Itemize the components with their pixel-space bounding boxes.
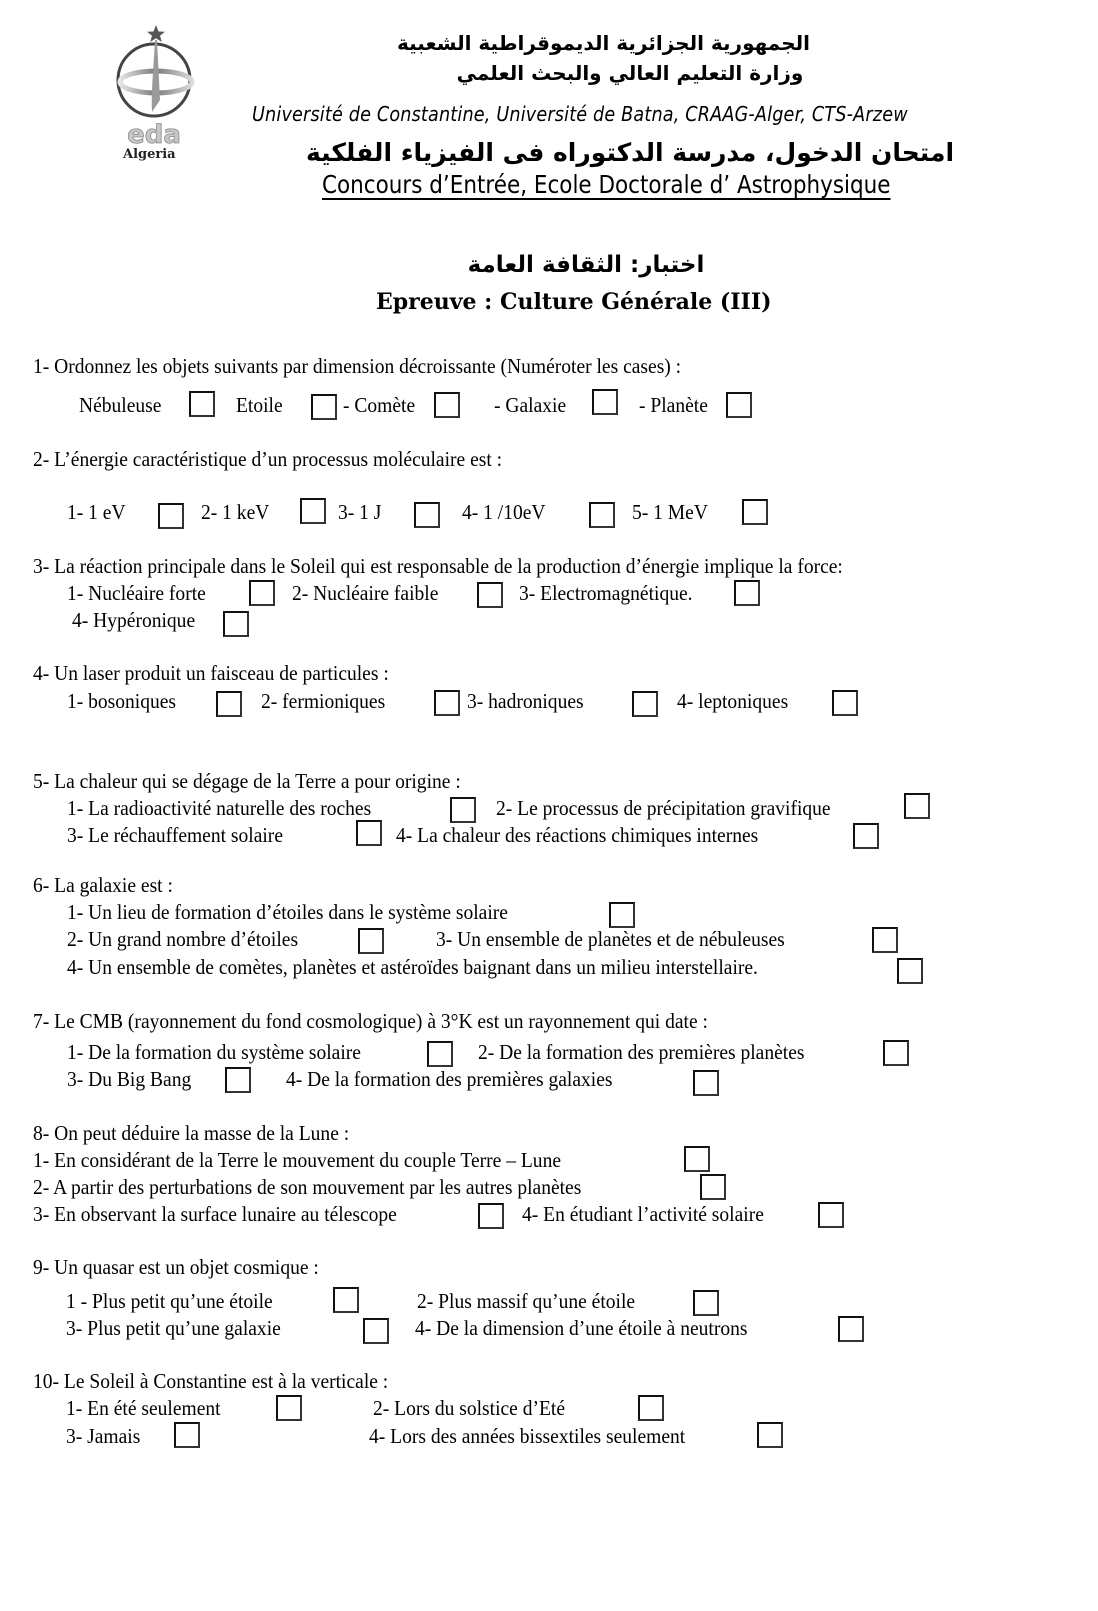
option-label: 2- Plus massif qu’une étoile	[417, 1289, 636, 1313]
option-label: 2- Un grand nombre d’étoiles	[67, 927, 299, 951]
option-label: 2- De la formation des premières planètes	[478, 1040, 805, 1064]
option-label: 1- En été seulement	[66, 1396, 221, 1420]
option-label: 4- De la dimension d’une étoile à neutrons	[415, 1316, 748, 1340]
answer-checkbox[interactable]	[734, 580, 760, 606]
answer-checkbox[interactable]	[693, 1070, 719, 1096]
option-label: 4- La chaleur des réactions chimiques internes	[396, 823, 759, 847]
option-label: 3- Du Big Bang	[67, 1067, 192, 1091]
option-label: 4- 1 /10eV	[462, 500, 546, 524]
republic-arabic: الجمهورية الجزائرية الديموقراطية الشعبية	[397, 31, 810, 55]
question-text: 7- Le CMB (rayonnement du fond cosmologique) à 3°K est un rayonnement qui date :	[33, 1009, 708, 1033]
option-label: 1- 1 eV	[67, 500, 126, 524]
answer-checkbox[interactable]	[225, 1067, 251, 1093]
answer-checkbox[interactable]	[276, 1395, 302, 1421]
answer-checkbox[interactable]	[189, 391, 215, 417]
option-label: 3- Jamais	[66, 1424, 141, 1448]
option-label: 1- De la formation du système solaire	[67, 1040, 361, 1064]
answer-checkbox[interactable]	[478, 1203, 504, 1229]
answer-checkbox[interactable]	[434, 690, 460, 716]
option-label: 2- Nucléaire faible	[292, 581, 439, 605]
option-label: 4- Hypéronique	[72, 608, 196, 632]
option-label: 4- Lors des années bissextiles seulement	[369, 1424, 686, 1448]
option-label: Etoile	[236, 393, 283, 417]
option-label: 1- En considérant de la Terre le mouvement du couple Terre – Lune	[33, 1148, 562, 1172]
answer-checkbox[interactable]	[477, 582, 503, 608]
epreuve-title: Epreuve : Culture Générale (III)	[376, 289, 772, 315]
answer-checkbox[interactable]	[358, 928, 384, 954]
option-label: 2- fermioniques	[261, 689, 386, 713]
answer-checkbox[interactable]	[700, 1174, 726, 1200]
answer-checkbox[interactable]	[311, 394, 337, 420]
answer-checkbox[interactable]	[684, 1146, 710, 1172]
option-label: 3- 1 J	[338, 500, 382, 524]
option-label: - Comète	[343, 393, 416, 417]
option-label: 1- La radioactivité naturelle des roches	[67, 796, 372, 820]
answer-checkbox[interactable]	[333, 1287, 359, 1313]
question-text: 4- Un laser produit un faisceau de particules :	[33, 661, 389, 685]
logo-eda-text: eda	[127, 120, 181, 147]
answer-checkbox[interactable]	[592, 389, 618, 415]
answer-checkbox[interactable]	[638, 1395, 664, 1421]
answer-checkbox[interactable]	[693, 1290, 719, 1316]
answer-checkbox[interactable]	[249, 580, 275, 606]
question-text: 1- Ordonnez les objets suivants par dimension décroissante (Numéroter les cases) :	[33, 354, 682, 378]
option-label: - Galaxie	[494, 393, 567, 417]
answer-checkbox[interactable]	[872, 927, 898, 953]
answer-checkbox[interactable]	[853, 823, 879, 849]
answer-checkbox[interactable]	[216, 691, 242, 717]
answer-checkbox[interactable]	[223, 611, 249, 637]
eda-logo	[104, 22, 204, 168]
question-text: 3- La réaction principale dans le Soleil qui est responsable de la production d’énergie implique la force:	[33, 554, 843, 578]
logo-caption: Algeria	[123, 147, 176, 162]
ministry-arabic: وزارة التعليم العالي والبحث العلمي	[456, 61, 804, 85]
option-label: 4- De la formation des premières galaxies	[286, 1067, 613, 1091]
option-label: 1- bosoniques	[67, 689, 177, 713]
answer-checkbox[interactable]	[838, 1316, 864, 1342]
option-label: 3- hadroniques	[467, 689, 584, 713]
option-label: 2- Le processus de précipitation gravifique	[496, 796, 831, 820]
option-label: Nébuleuse	[79, 393, 162, 417]
answer-checkbox[interactable]	[174, 1422, 200, 1448]
option-label: 3- Un ensemble de planètes et de nébuleuses	[436, 927, 785, 951]
question-text: 9- Un quasar est un objet cosmique :	[33, 1255, 319, 1279]
answer-checkbox[interactable]	[434, 392, 460, 418]
option-label: 3- Plus petit qu’une galaxie	[66, 1316, 281, 1340]
answer-checkbox[interactable]	[414, 502, 440, 528]
option-label: 3- En observant la surface lunaire au télescope	[33, 1202, 397, 1226]
answer-checkbox[interactable]	[897, 958, 923, 984]
option-label: 3- Electromagnétique.	[519, 581, 693, 605]
answer-checkbox[interactable]	[356, 820, 382, 846]
answer-checkbox[interactable]	[609, 902, 635, 928]
answer-checkbox[interactable]	[904, 793, 930, 819]
option-label: 2- A partir des perturbations de son mouvement par les autres planètes	[33, 1175, 582, 1199]
answer-checkbox[interactable]	[832, 690, 858, 716]
answer-checkbox[interactable]	[757, 1422, 783, 1448]
answer-checkbox[interactable]	[818, 1202, 844, 1228]
eda-logo-icon	[104, 22, 204, 147]
question-text: 8- On peut déduire la masse de la Lune :	[33, 1121, 350, 1145]
option-label: 4- En étudiant l’activité solaire	[522, 1202, 764, 1226]
option-label: 2- 1 keV	[201, 500, 270, 524]
answer-checkbox[interactable]	[300, 498, 326, 524]
answer-checkbox[interactable]	[632, 691, 658, 717]
option-label: 2- Lors du solstice d’Eté	[373, 1396, 566, 1420]
answer-checkbox[interactable]	[726, 392, 752, 418]
arabic-subject: اختبار: الثقافة العامة	[467, 252, 705, 278]
option-label: 5- 1 MeV	[632, 500, 708, 524]
question-text: 5- La chaleur qui se dégage de la Terre a pour origine :	[33, 769, 461, 793]
answer-checkbox[interactable]	[158, 503, 184, 529]
answer-checkbox[interactable]	[883, 1040, 909, 1066]
arabic-exam-title: امتحان الدخول، مدرسة الدكتوراه فى الفيزياء الفلكية	[305, 138, 955, 167]
option-label: 1- Un lieu de formation d’étoiles dans le système solaire	[67, 900, 508, 924]
question-text: 2- L’énergie caractéristique d’un processus moléculaire est :	[33, 447, 503, 471]
question-text: 10- Le Soleil à Constantine est à la verticale :	[33, 1369, 389, 1393]
answer-checkbox[interactable]	[363, 1318, 389, 1344]
universities-line: Université de Constantine, Université de Batna, CRAAG-Alger, CTS-Arzew	[252, 102, 908, 126]
answer-checkbox[interactable]	[450, 797, 476, 823]
option-label: 3- Le réchauffement solaire	[67, 823, 283, 847]
option-label: 1- Nucléaire forte	[67, 581, 206, 605]
option-label: 4- leptoniques	[677, 689, 789, 713]
option-label: 1 - Plus petit qu’une étoile	[66, 1289, 273, 1313]
answer-checkbox[interactable]	[742, 499, 768, 525]
answer-checkbox[interactable]	[427, 1041, 453, 1067]
question-text: 6- La galaxie est :	[33, 873, 173, 897]
option-label: 4- Un ensemble de comètes, planètes et astéroïdes baignant dans un milieu interstellaire.	[67, 955, 758, 979]
concours-title: Concours d’Entrée, Ecole Doctorale d’ Astrophysique	[322, 170, 891, 199]
answer-checkbox[interactable]	[589, 502, 615, 528]
option-label: - Planète	[639, 393, 708, 417]
